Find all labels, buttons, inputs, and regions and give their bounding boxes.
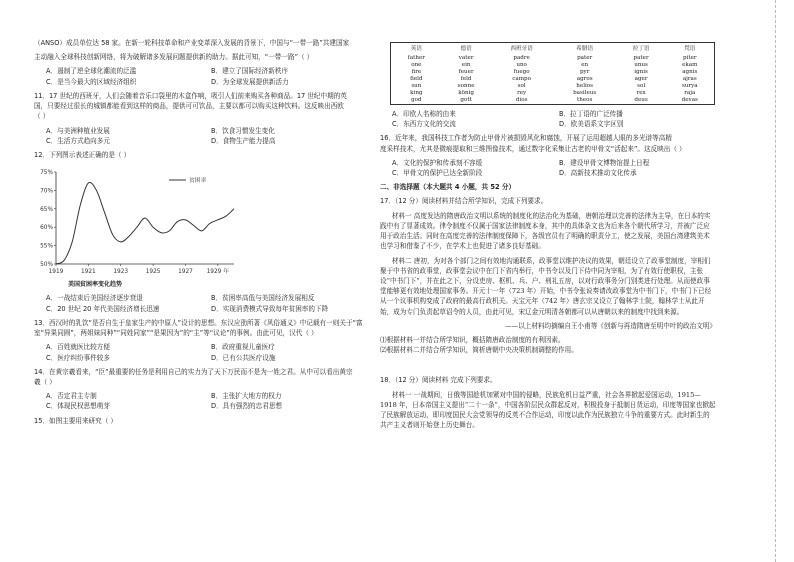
q15-options xyxy=(392,109,716,129)
y-tick-label: 65% xyxy=(40,206,53,213)
poverty-chart xyxy=(34,164,244,279)
right-column xyxy=(380,40,716,435)
q11-options xyxy=(46,126,366,146)
table-cell: ajras xyxy=(682,75,697,82)
table-row xyxy=(391,90,715,97)
x-tick-label: 1923 xyxy=(113,269,129,276)
table-cell: pyr xyxy=(579,68,590,75)
table-cell: helios xyxy=(576,82,594,89)
q10-options xyxy=(46,66,366,86)
q13-options xyxy=(46,342,366,362)
table-row xyxy=(391,55,715,62)
table-cell: unus xyxy=(634,61,648,68)
q11-stem-2: 国，只要经过很长的城镇都能看到这样的商品，提供可可饮品，主要以都可以购买这种饮料。这反映出西欧 xyxy=(34,102,344,111)
option-b[interactable]: B．建立了国际经济新秩序 xyxy=(211,67,289,76)
x-tick-label: 1919 xyxy=(48,269,64,276)
table-cell: ein xyxy=(461,61,471,68)
q17-material-1: 材料一 高度发达的隋唐政治文明以系统的制度化的法治化为基础，唐朝治理以完善的法律为主导，在日本的实践中有了显著成效。律令制度不仅属于国家法律制度本身，其中的具体条文也为后来各个朝代所学习，并被广泛应用于政治生活。同时在高度完善的法律制度保障下，各级官员有了明确的职责分工，使之发展，美国台湾建筑美术也学习和借鉴了不少，在学术上也促进了诸多良好基础。 xyxy=(380,211,711,251)
table-cell: theos xyxy=(576,96,593,103)
table-header-row xyxy=(391,43,715,55)
legend-label: 贫困率 xyxy=(189,178,207,185)
x-tick-label: 1929 年 xyxy=(206,269,230,276)
q14-stem-1: 14．在黄宗羲看来，“臣”最重要的任务是利用自己的实力为了天下万民而不是为一姓之君。从中可以看出黄宗 xyxy=(34,367,353,376)
binding-gutter xyxy=(769,0,791,562)
table-cell: deus xyxy=(634,96,648,103)
option-d[interactable]: D．具有强烈的忠君思想 xyxy=(211,402,283,411)
language-table xyxy=(390,42,715,105)
option-c[interactable]: C．是当今最大的区域经济组织 xyxy=(46,77,137,86)
y-tick-label: 50% xyxy=(40,262,53,269)
poverty-series-line xyxy=(56,183,234,265)
table-cell: agros xyxy=(576,75,593,82)
table-header: 希腊语 xyxy=(576,46,594,52)
option-b[interactable]: B．建设甲骨文博物馆提上日程 xyxy=(559,158,650,167)
table-row xyxy=(391,69,715,76)
option-d[interactable]: D．高新技术推动文化传承 xyxy=(559,168,637,177)
q14-options xyxy=(46,391,366,411)
q16-options xyxy=(392,158,716,178)
left-column xyxy=(34,38,366,430)
table-header: 西班牙语 xyxy=(510,46,533,52)
table-cell: gott xyxy=(460,96,472,103)
table-header: 拉丁语 xyxy=(632,46,650,52)
intro-line-1: （ANSO）成员单位达 58 家。在新一轮科技革命和产业变革深入发展的背景下，中国与“一带一路”共建国家 xyxy=(34,39,350,47)
y-tick-label: 60% xyxy=(40,225,53,232)
q15-stem: 15．如图主要用来研究（ ） xyxy=(34,416,118,425)
option-a[interactable]: A．否定君主专制 xyxy=(46,392,97,401)
table-cell: rex xyxy=(636,89,646,96)
y-tick-label: 55% xyxy=(40,243,53,250)
y-tick-label: 75% xyxy=(40,170,53,177)
option-d[interactable]: D．为全球发展提供新活力 xyxy=(211,77,289,86)
q18-stem: 18．（12 分）阅读材料 完成下列要求。 xyxy=(380,376,497,385)
q11-stem-3: （ ） xyxy=(34,112,50,121)
table-cell: uno xyxy=(516,61,527,68)
table-row xyxy=(391,97,715,104)
table-cell: könig xyxy=(458,89,474,96)
table-cell: pater xyxy=(577,54,593,61)
table-cell: feuer xyxy=(458,68,474,75)
q13-stem-1: 13．西汉时的乳饮“是否自生于皇家生产的中原人”设计的思想。东汉应劭所著《风俗通义》中记载有一则关于“富 xyxy=(34,318,363,327)
table-cell: fuego xyxy=(513,68,530,75)
q17-material-2: 材料二 唐初，为对各个部门之间有效地沟通联系，政事堂以维护决议的效果，朝廷设立了政事堂制度，宰相们聚于中书省的政事堂，政事堂会议中在门下省内举行，中书令以及门下侍中同为宰相，为了有效行使职权，主张设“中书门下”，并在此之下，分设吏房、枢机、兵、户、刑礼五房，以对行政事务分门别类进行处理。从而使政事堂能够更有效地处理国家事务。开元十一年（723 年）开始，中书令张说奏请改政事堂为中书门下，中书门下已经从一个议事机构变成了政府的最高行政机关。天宝元年（742 年）唐玄宗又设立了翰林学士院，翰林学士从此开始，成为专门负责起草诏令的人员，由此可见，宋辽金元明清各朝都可以从唐朝以来的制度中找到来源。 xyxy=(380,256,712,316)
section-title: 二、非选择题（本大题共 4 小题，共 52 分） xyxy=(380,183,516,192)
y-tick-label: 70% xyxy=(40,188,53,195)
q16-stem-2: 度采样技术，尤其是微痕提取和三维图像技术，通过数字化采集让古老的甲骨文“活起来”。这反映出（ ） xyxy=(380,144,686,153)
option-a[interactable]: A．与美洲种植业发展 xyxy=(46,126,110,135)
table-row xyxy=(391,83,715,90)
table-cell: pater xyxy=(633,54,649,61)
q12-stem: 12．下列图示表述正确的是（ ） xyxy=(34,150,131,159)
x-tick-label: 1925 xyxy=(145,269,161,276)
table-cell: basileus xyxy=(573,89,597,96)
table-cell: dios xyxy=(515,96,528,103)
option-b[interactable]: B．饮食习惯发生变化 xyxy=(211,126,275,135)
table-row xyxy=(391,62,715,69)
table-header: 英语 xyxy=(410,46,422,52)
option-b[interactable]: B．政府重视儿童医疗 xyxy=(211,343,275,352)
table-cell: ekam xyxy=(682,61,698,68)
q18-material-1: 材料一 一战期间，日俄等国趁机加紧对中国的侵略，民族危机日益严重，社会各界掀起爱国运动，1915—1918 年，日本帝国主义提出“二十一条”，中国各阶层民众群起反对，积极投身于抵制日货运动，印度等国家也掀起了民族解放运动，即印度国民大会党领导的反英不合作运动，印度以此作为民族独立斗争的重要方式。此时新生的共产主义者则开始登上历史舞台。 xyxy=(380,390,716,430)
table-body xyxy=(391,55,715,104)
chart-title: 美国贫困率变化趋势 xyxy=(68,281,123,289)
x-tick-label: 1927 xyxy=(178,269,193,276)
option-a[interactable]: A．遏制了逆全球化潮流的泛滥 xyxy=(46,67,137,76)
option-c[interactable]: C．生活方式趋向多元 xyxy=(46,136,110,145)
table-cell: feld xyxy=(460,75,472,82)
chart-x-ticks xyxy=(49,264,230,275)
option-a[interactable]: A．文化的保护和传承刻不容缓 xyxy=(392,158,483,167)
intro-line-2: 主动融入全球科技创新网络，将为破解诸多发展问题提供新的助力。据此可知，“一带一路”（ ） xyxy=(34,53,314,62)
option-b[interactable]: B．主张扩大地方的权力 xyxy=(211,392,282,401)
table-cell: one xyxy=(411,61,422,68)
option-c[interactable]: C．东西方文化的交流 xyxy=(392,120,456,129)
table-cell: king xyxy=(410,89,423,96)
table-cell: surya xyxy=(681,82,698,89)
option-d[interactable]: D．已有公共医疗设施 xyxy=(211,353,276,362)
q14-stem-2: 羲（ ） xyxy=(34,378,56,387)
table-cell: sol xyxy=(517,82,526,89)
table-cell: sun xyxy=(411,82,422,89)
chart-y-ticks xyxy=(40,170,56,268)
table-cell: ignis xyxy=(634,68,648,75)
table-cell: sol xyxy=(637,82,646,89)
q17-stem: 17．（12 分）阅读材料并结合所学知识，完成下列要求。 xyxy=(380,197,548,206)
option-a[interactable]: A．百姓就医比较方便 xyxy=(46,343,110,352)
table-cell: ager xyxy=(634,75,648,82)
table-cell: piter xyxy=(682,54,697,61)
q11-stem-1: 11．17 世纪的西班牙，人们会随着音乐口袋里的木盒作响，吸引人们前来购买各种商品。17 世纪中期的英 xyxy=(34,91,347,100)
q13-stem-2: 室“异果同圆”，两姐妹同种”“同姓同家”“是果因为”的“主”等“议论”的事例。由此可见，汉代（ ） xyxy=(34,329,318,338)
q17-source: ——以上材料均摘编自王小甫等《创新与再造隋唐至明中叶的政治文明》 xyxy=(505,321,716,330)
option-c[interactable]: C．甲骨文的保护已达全新阶段 xyxy=(392,168,483,177)
table-cell: field xyxy=(410,75,423,82)
table-cell: vater xyxy=(458,54,474,61)
table-row xyxy=(391,76,715,83)
q12-options xyxy=(46,293,366,313)
option-d[interactable]: D．实现消费模式导致每年贫困率的下降 xyxy=(211,304,329,313)
table-cell: sonne xyxy=(457,82,475,89)
table-header: 梵语 xyxy=(684,46,696,52)
table-cell: rey xyxy=(517,89,527,96)
q16-stem-1: 16．近年来，我国科技工作者为防止甲骨片被损毁风化和腐蚀，开展了运用超越人眼的多光谱等高精 xyxy=(380,134,672,143)
table-cell: fire xyxy=(411,68,422,75)
option-b[interactable]: B．拉丁语的广泛传播 xyxy=(559,109,623,118)
table-cell: devas xyxy=(681,96,698,103)
q17-requirement-2: ⑵根据材料二并结合所学知识，简析唐朝中央决策机制调整的作用。 xyxy=(380,346,578,355)
option-c[interactable]: C．体现民权思想萌芽 xyxy=(46,402,110,411)
table-cell: padre xyxy=(513,54,530,61)
option-c[interactable]: C．医疗纠纷事件较多 xyxy=(46,353,110,362)
option-d[interactable]: D．欧美语系文字区别 xyxy=(559,120,624,129)
option-a[interactable]: A．一战结束后美国经济逐步衰退 xyxy=(46,294,143,303)
x-tick-label: 1921 xyxy=(80,269,96,276)
table-header: 德语 xyxy=(460,46,472,52)
table-cell: en xyxy=(581,61,589,68)
table-cell: campo xyxy=(512,75,531,82)
option-b[interactable]: B．贫困率高低与美国经济发展相反 xyxy=(211,294,315,303)
option-d[interactable]: D．食物生产能力提高 xyxy=(211,136,276,145)
option-c[interactable]: C．20 世纪 20 年代美国经济增长迅速 xyxy=(46,304,160,313)
table-cell: raja xyxy=(684,89,696,96)
q17-requirement-1: ⑴根据材料一并结合所学知识，概括隋唐政治制度的有利因素。 xyxy=(380,336,565,345)
table-cell: god xyxy=(411,96,422,103)
option-a[interactable]: A．印欧人名称的由来 xyxy=(392,109,456,118)
table-cell: agnis xyxy=(682,68,698,75)
table-cell: father xyxy=(407,54,425,61)
